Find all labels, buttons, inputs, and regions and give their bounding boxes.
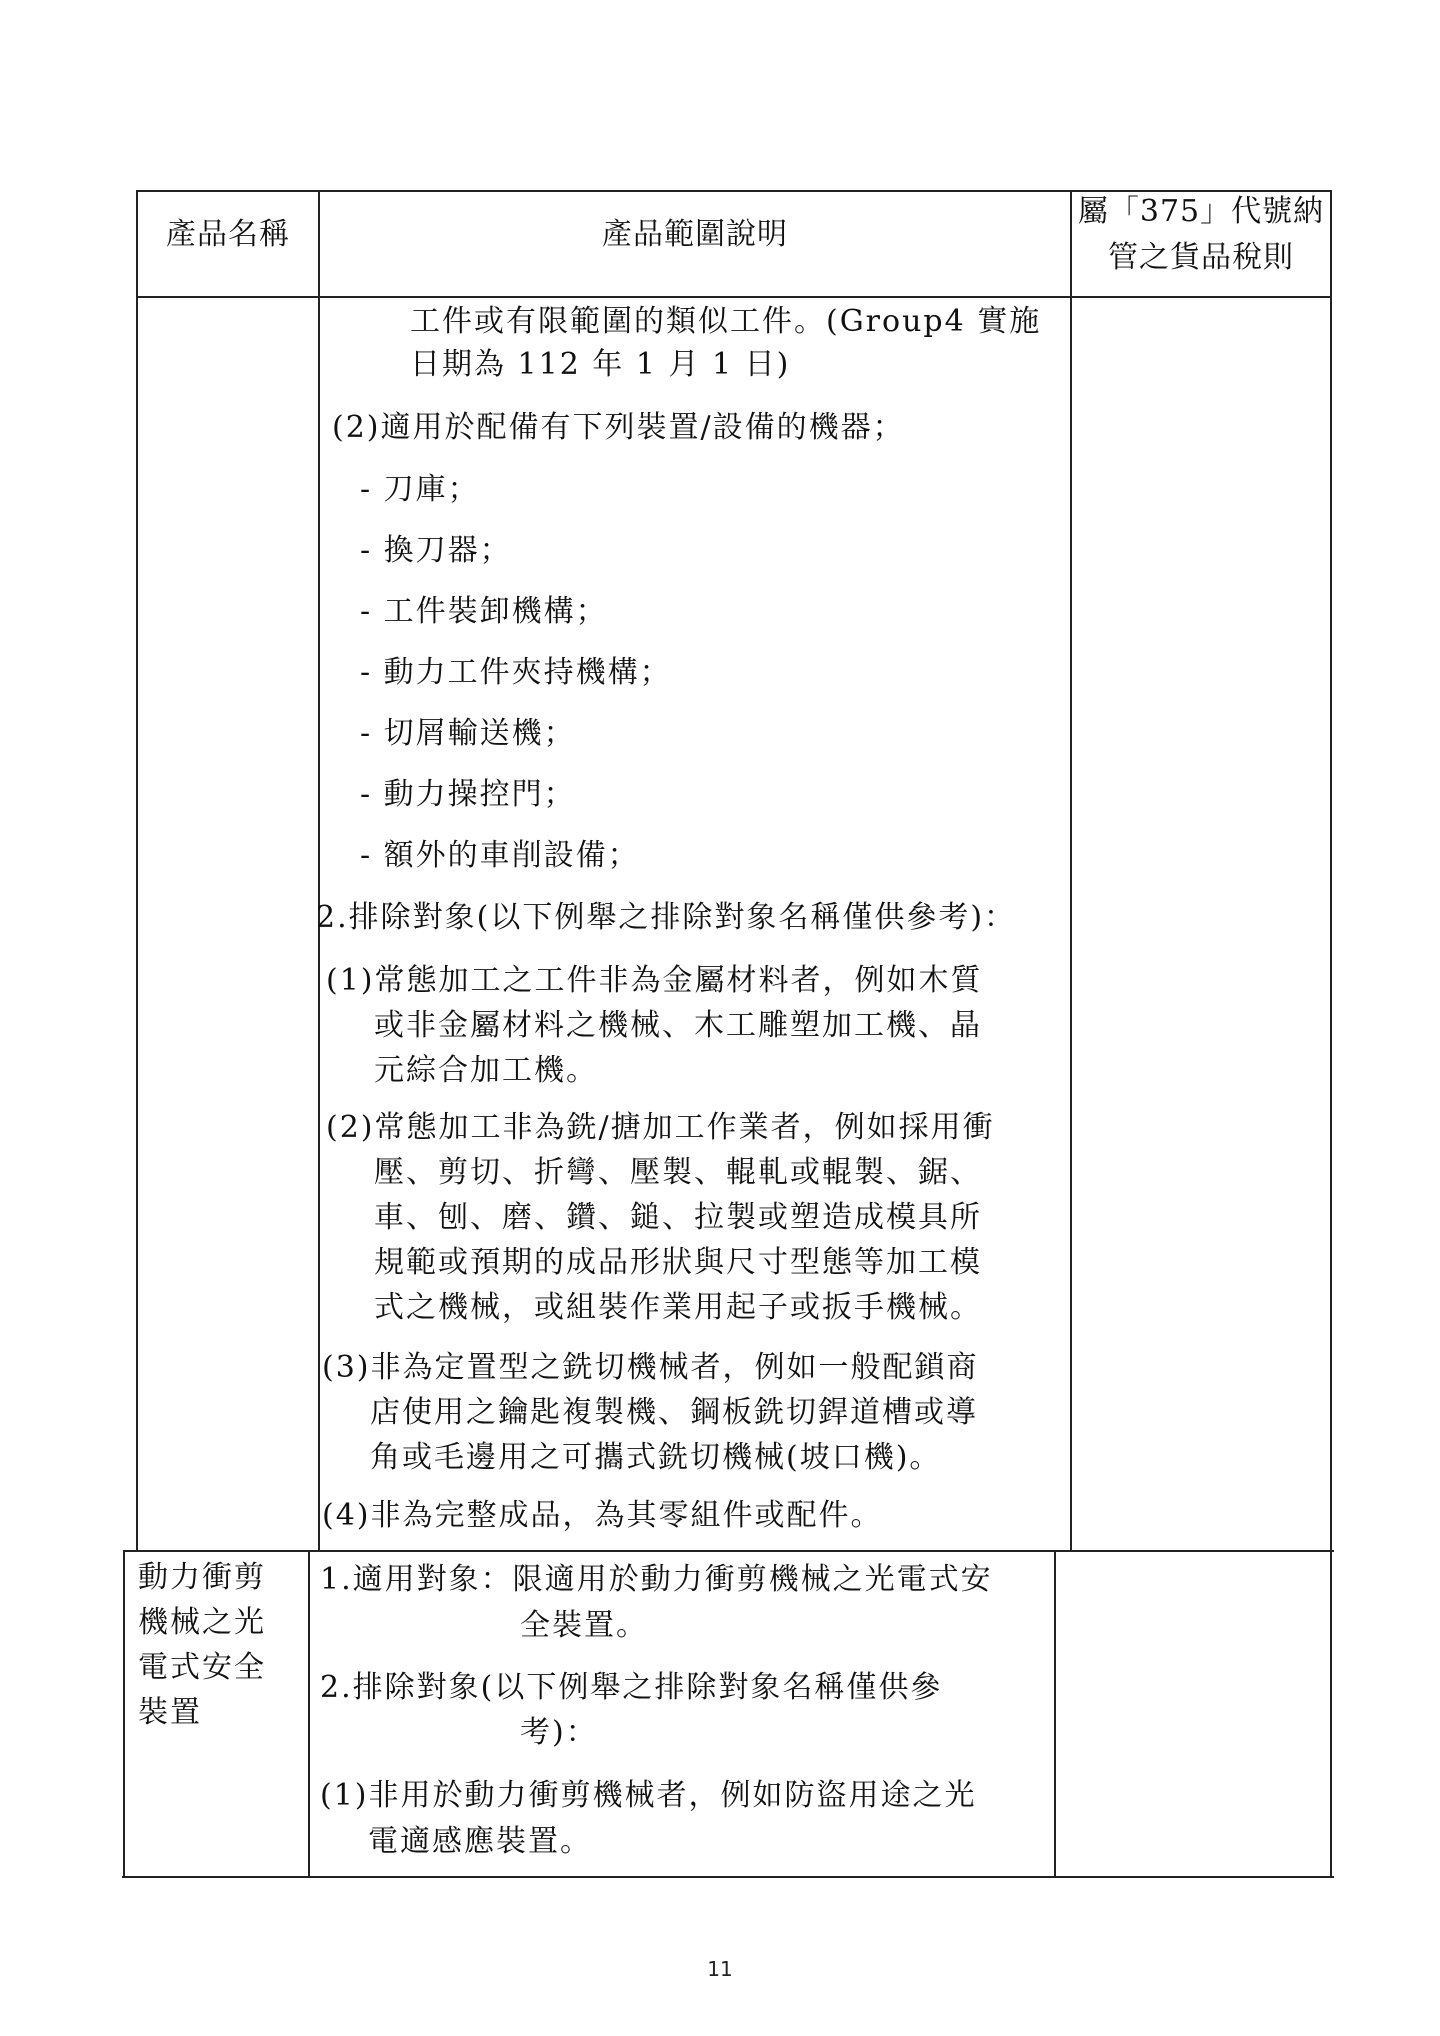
left-border-lower	[123, 1550, 125, 1878]
page-number: 11	[707, 1957, 733, 1981]
left-border-upper	[136, 190, 138, 1552]
scope-line: 店使用之鑰匙複製機、鋼板銑切銲道槽或導	[370, 1395, 978, 1430]
product-name-line: 機械之光	[138, 1605, 266, 1640]
scope-line: 或非金屬材料之機械、木工雕塑加工機、晶	[374, 1008, 982, 1043]
header-tariff-line2: 管之貨品稅則	[1108, 240, 1294, 275]
scope-line: - 工件裝卸機構；	[360, 594, 608, 629]
scope-line: - 切屑輸送機；	[360, 716, 576, 751]
scope-line: 2.排除對象(以下例舉之排除對象名稱僅供參	[320, 1670, 943, 1705]
col1-divider-lower	[308, 1550, 310, 1878]
scope-line: (2)常態加工非為銑/搪加工作業者，例如採用衝	[326, 1110, 995, 1145]
scope-line: 式之機械，或組裝作業用起子或扳手機械。	[374, 1290, 982, 1325]
scope-line: (4)非為完整成品，為其零組件或配件。	[322, 1498, 883, 1533]
scope-line: 全裝置。	[520, 1608, 648, 1643]
table-bottom-border	[122, 1876, 1334, 1878]
col1-divider-upper	[318, 190, 320, 1552]
scope-line: 2.排除對象(以下例舉之排除對象名稱僅供參考)：	[316, 900, 1017, 935]
scope-line: (3)非為定置型之銑切機械者，例如一般配鎖商	[322, 1350, 979, 1385]
scope-line: (1)非用於動力衝剪機械者，例如防盜用途之光	[320, 1778, 977, 1813]
scope-line: - 額外的車削設備；	[360, 838, 640, 873]
scope-line: 角或毛邊用之可攜式銑切機械(坡口機)。	[370, 1440, 942, 1475]
scope-line: 壓、剪切、折彎、壓製、輥軋或輥製、鋸、	[374, 1155, 982, 1190]
col2-divider-lower	[1054, 1550, 1056, 1878]
header-bottom-border	[136, 296, 1332, 298]
scope-line: 日期為 112 年 1 月 1 日)	[410, 347, 791, 382]
scope-line: 電適感應裝置。	[368, 1824, 592, 1859]
scope-line: 工件或有限範圍的類似工件。(Group4 實施	[410, 304, 1042, 339]
product-name-line: 動力衝剪	[138, 1560, 266, 1595]
scope-line: 規範或預期的成品形狀與尺寸型態等加工模	[374, 1245, 982, 1280]
right-border	[1330, 190, 1332, 1878]
scope-line: - 動力操控門；	[360, 777, 576, 812]
scope-line: (2)適用於配備有下列裝置/設備的機器；	[332, 410, 905, 445]
scope-line: 1.適用對象：限適用於動力衝剪機械之光電式安	[320, 1562, 993, 1597]
product-name-line: 裝置	[138, 1695, 202, 1730]
product-name-line: 電式安全	[138, 1650, 266, 1685]
scope-line: - 換刀器；	[360, 533, 512, 568]
scope-line: - 刀庫；	[360, 472, 480, 507]
scope-line: 元綜合加工機。	[374, 1053, 598, 1088]
header-product-name: 產品名稱	[166, 217, 290, 252]
col2-divider-upper	[1070, 190, 1072, 1552]
header-tariff-line1: 屬「375」代號納	[1077, 194, 1325, 229]
header-scope: 產品範圍說明	[602, 217, 788, 252]
scope-line: (1)常態加工之工件非為金屬材料者，例如木質	[326, 963, 983, 998]
row1-bottom-border	[124, 1550, 1334, 1552]
scope-line: 車、刨、磨、鑽、鎚、拉製或塑造成模具所	[374, 1200, 982, 1235]
scope-line: 考)：	[520, 1715, 598, 1750]
scope-line: - 動力工件夾持機構；	[360, 655, 672, 690]
